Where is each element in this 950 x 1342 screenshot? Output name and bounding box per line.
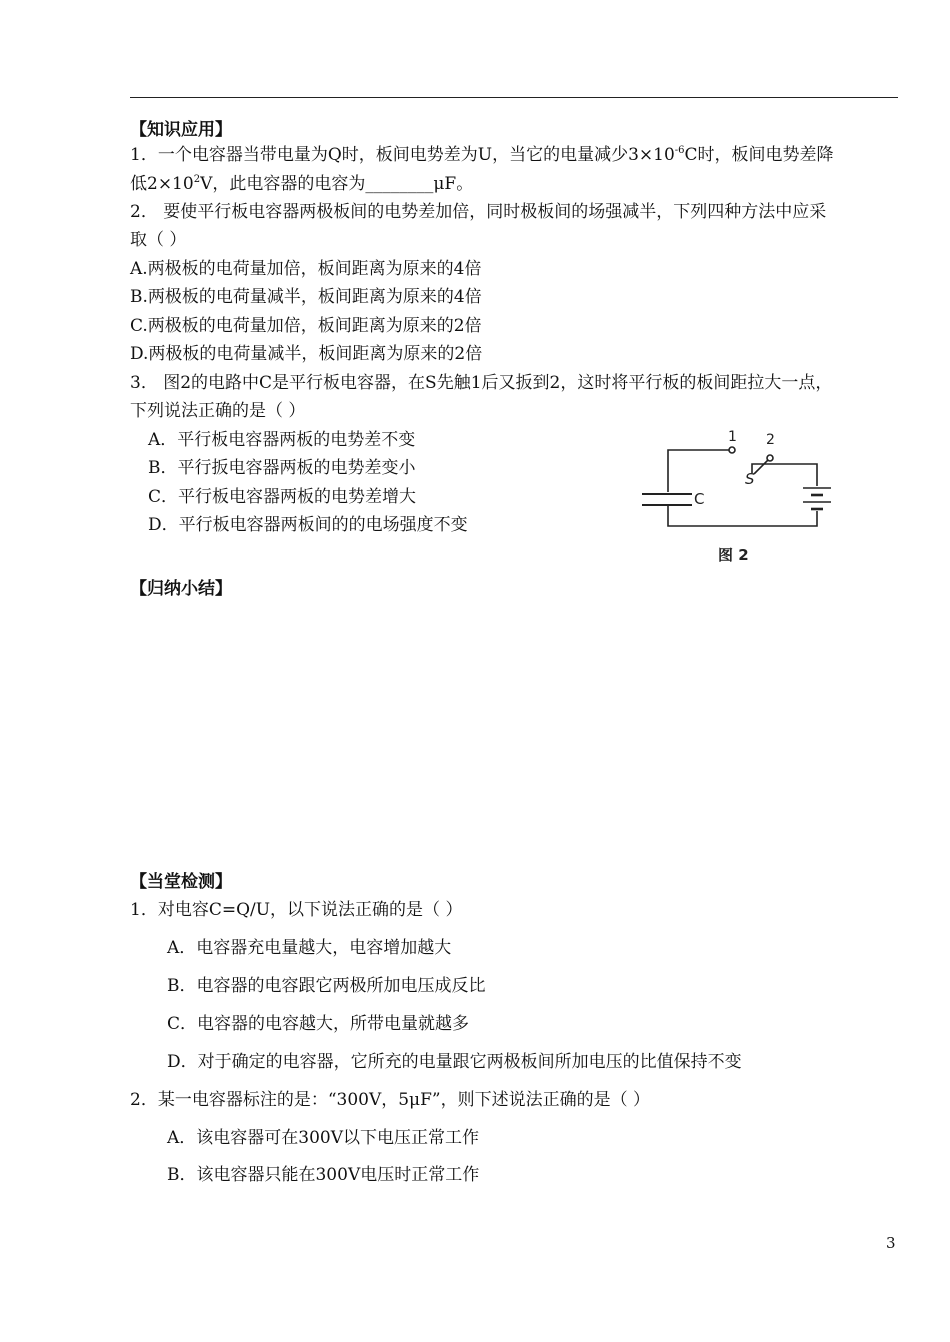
apply-q2-stem-line2: 取（ ） <box>130 230 187 250</box>
header-rule <box>130 97 898 98</box>
figure-caption: 图 2 <box>718 546 749 564</box>
check-q2-option-b: B．该电容器只能在300V电压时正常工作 <box>167 1165 480 1185</box>
label-contact-1: 1 <box>728 429 737 445</box>
apply-q2-option-b: B.两极板的电荷量减半，板间距离为原来的4倍 <box>130 287 482 307</box>
apply-q3-stem-line2: 下列说法正确的是（ ） <box>130 401 306 421</box>
section-heading-summary: 【归纳小结】 <box>130 579 232 599</box>
apply-q1-line2: 低$2\times 10^2V$，此电容器的电容为________μF。 <box>130 174 474 194</box>
apply-q2-stem-line1: 2． 要使平行板电容器两极板间的电势差加倍，同时极板间的场强减半，下列四种方法中应采 <box>130 202 827 222</box>
apply-q2-option-c: C.两极板的电荷量加倍，板间距离为原来的2倍 <box>130 316 482 336</box>
wire-top-left <box>668 450 729 492</box>
check-q2-option-a: A．该电容器可在300V以下电压正常工作 <box>167 1128 480 1148</box>
check-q1-option-a: A．电容器充电量越大，电容增加越大 <box>167 938 452 958</box>
label-contact-2: 2 <box>766 432 775 448</box>
check-q1-option-c: C．电容器的电容越大，所带电量就越多 <box>167 1014 470 1034</box>
apply-q2-option-a: A.两极板的电荷量加倍，板间距离为原来的4倍 <box>130 259 482 279</box>
check-q1-option-b: B．电容器的电容跟它两极所加电压成反比 <box>167 976 486 996</box>
apply-q3-option-b: B．平行扳电容器两板的电势差变小 <box>148 458 416 478</box>
contact-1 <box>729 447 735 453</box>
apply-q3-option-c: C．平行板电容器两板的电势差增大 <box>148 487 417 507</box>
apply-q3-option-a: A．平行板电容器两板的电势差不变 <box>148 430 416 450</box>
page-number: 3 <box>886 1234 896 1252</box>
apply-q2-option-d: D.两极板的电荷量减半，板间距离为原来的2倍 <box>130 344 483 364</box>
wire-bottom <box>668 506 817 526</box>
section-heading-apply: 【知识应用】 <box>130 120 232 140</box>
section-heading-check: 【当堂检测】 <box>130 872 232 892</box>
label-capacitor-c: C <box>694 490 705 508</box>
check-q2-stem: 2．某一电容器标注的是：“300V，5μF”，则下述说法正确的是（ ） <box>130 1090 650 1110</box>
check-q1-option-d: D．对于确定的电容器，它所充的电量跟它两极板间所加电压的比值保持不变 <box>167 1052 742 1072</box>
label-switch-s: S <box>745 470 755 488</box>
circuit-diagram-figure-2 <box>632 428 842 570</box>
apply-q3-stem-line1: 3． 图2的电路中C是平行板电容器，在S先触1后又扳到2，这时将平行板的板间距拉大一点， <box>130 373 833 393</box>
check-q1-stem: 1．对电容C=Q/U，以下说法正确的是（ ） <box>130 900 463 920</box>
switch-blade <box>754 460 768 474</box>
apply-q3-option-d: D．平行板电容器两板间的的电场强度不变 <box>148 515 468 535</box>
apply-q1-line1: 1．一个电容器当带电量为Q时，板间电势差为U，当它的电量减少$3\times 10^{-6}C$时，板间电势差降 <box>130 145 834 165</box>
